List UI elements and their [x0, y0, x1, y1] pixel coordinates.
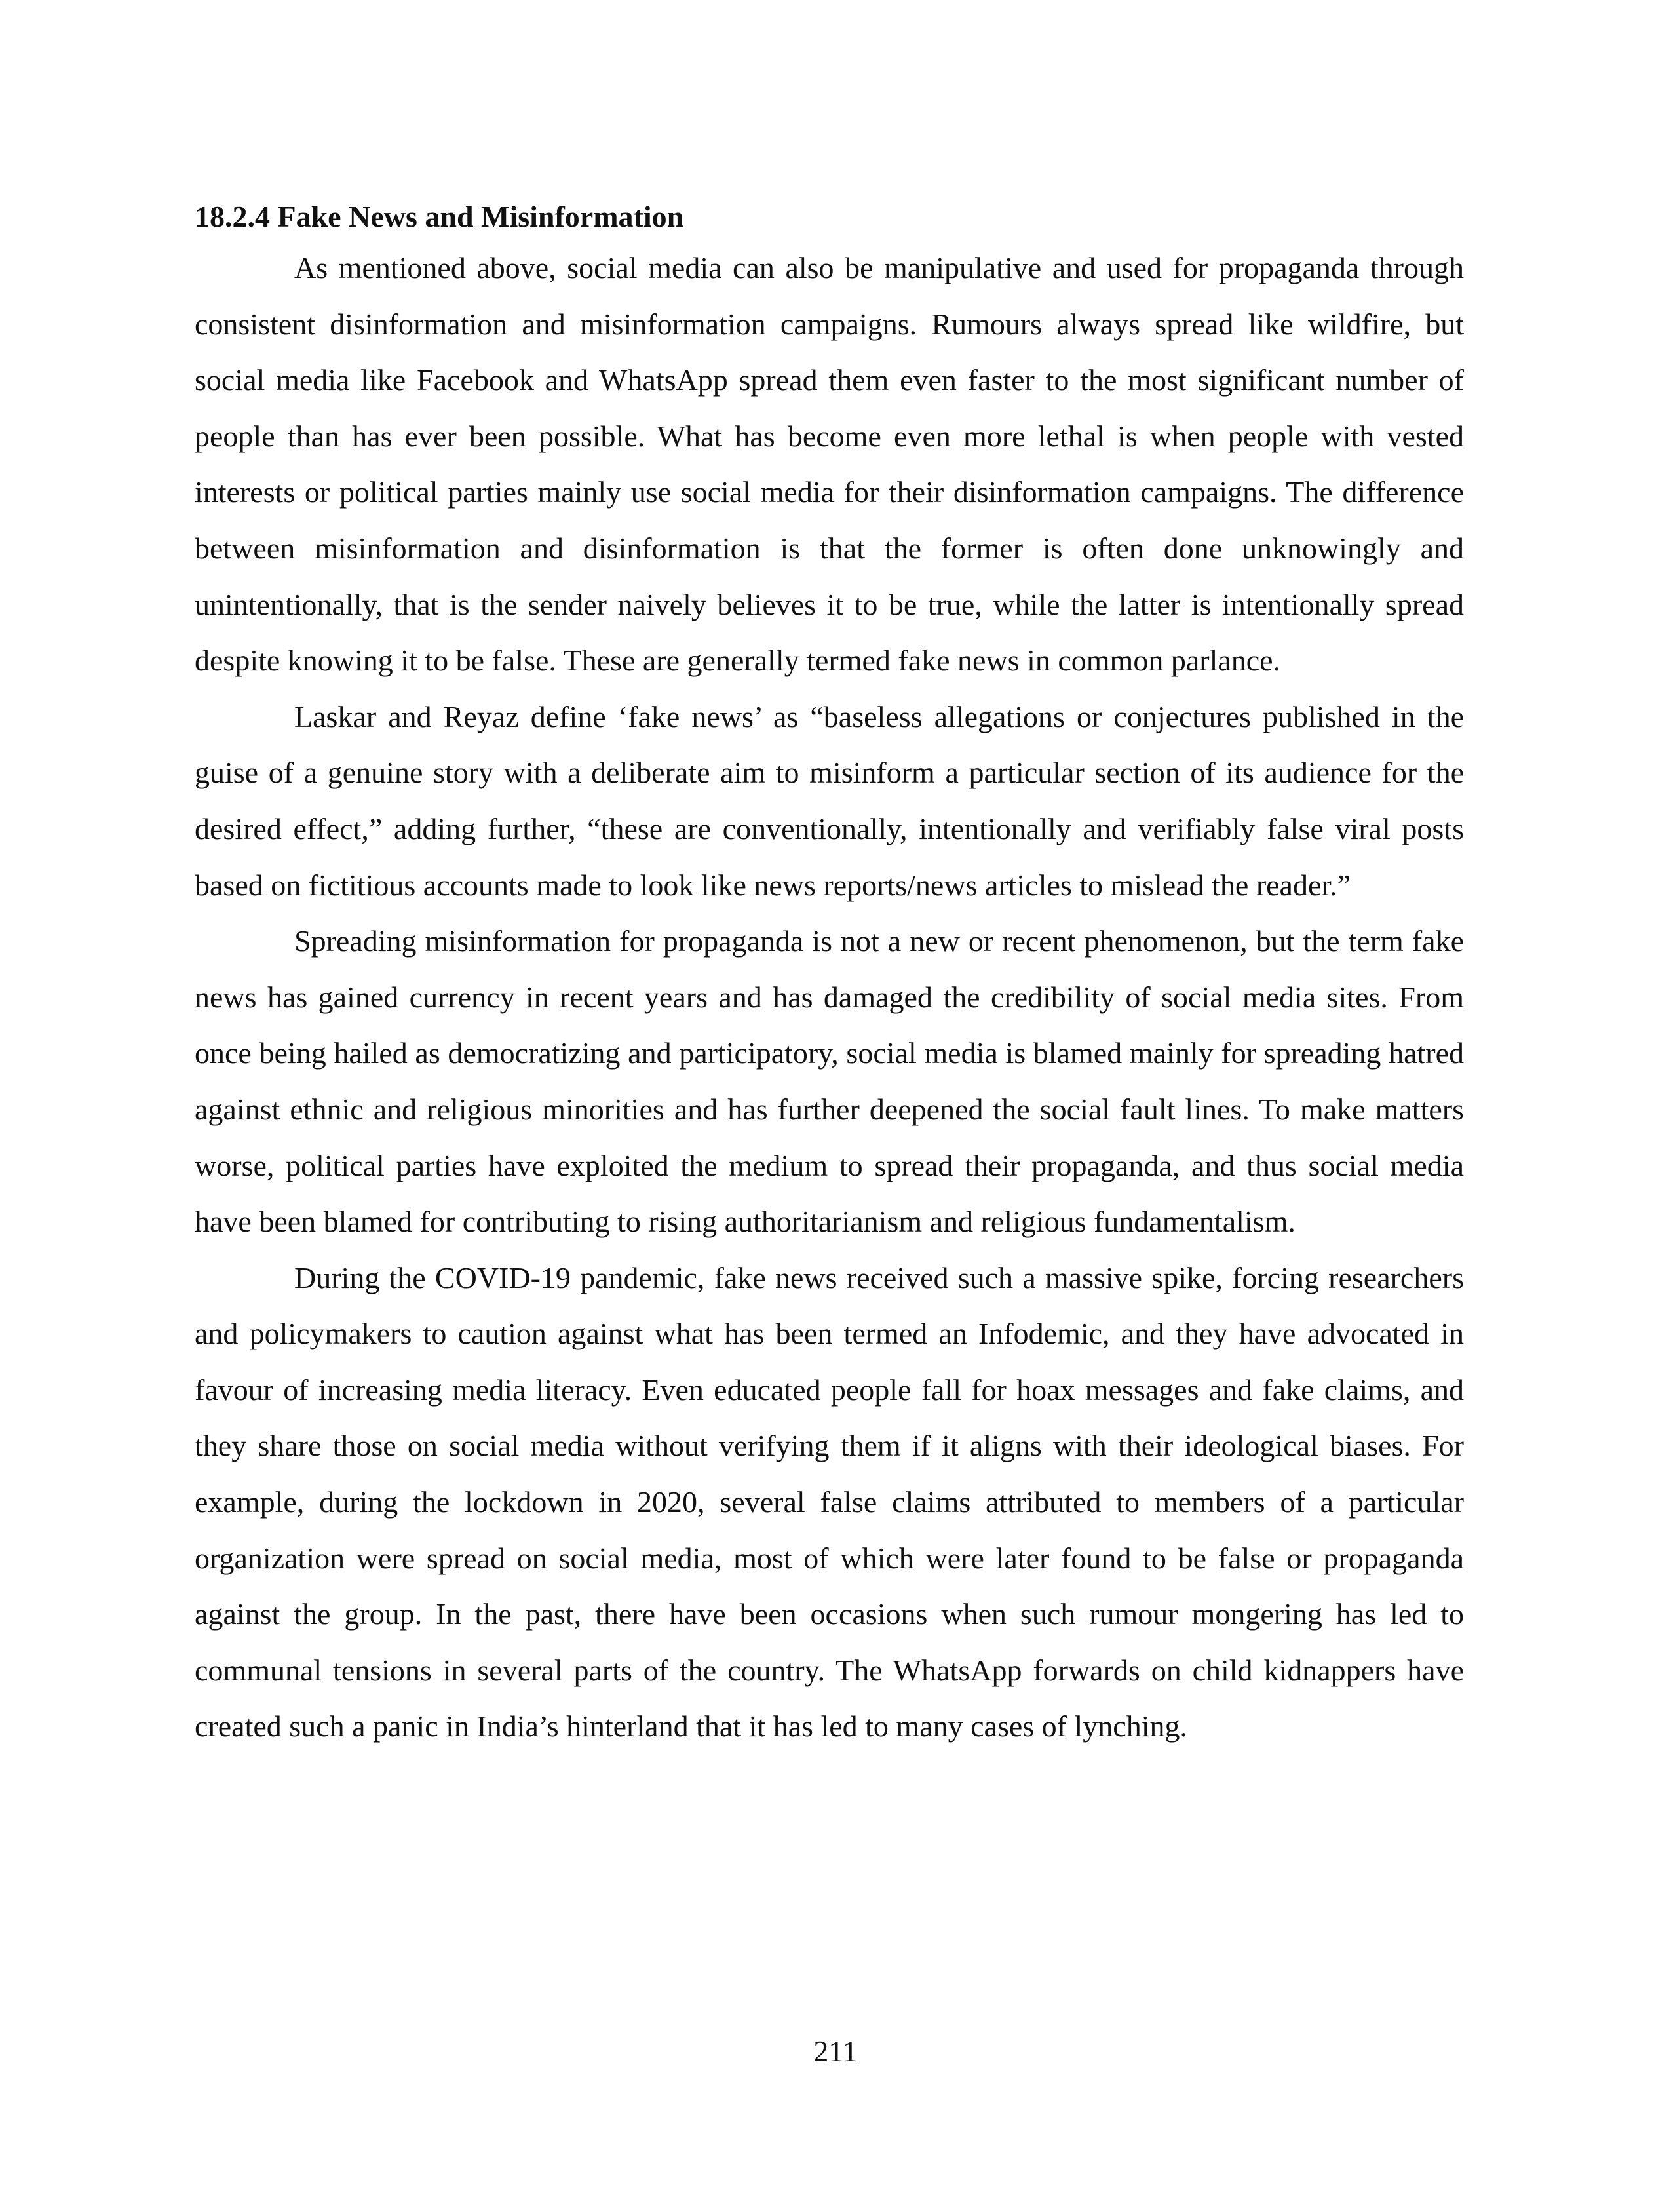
- paragraph-1: As mentioned above, social media can also be manipulative and used for propaganda through consistent disinformation and misinformation campaigns. Rumours always spread like wildfire, but social media like Facebook and WhatsApp spread them even faster to the most significant number of people than has ever been possible. What has become even more lethal is when people with vested interests or political parties mainly use social media for their disinformation campaigns. The difference between misinformation and disinformation is that the former is often done unknowingly and unintentionally, that is the sender naively believes it to be true, while the latter is intentionally spread despite knowing it to be false. These are generally termed fake news in common parlance.: [195, 251, 1464, 678]
- paragraph-3: Spreading misinformation for propaganda is not a new or recent phenomenon, but the term fake news has gained currency in recent years and has damaged the credibility of social media sites. From once being hailed as democratizing and participatory, social media is blamed mainly for spreading hatred against ethnic and religious minorities and has further deepened the social fault lines. To make matters worse, political parties have exploited the medium to spread their propaganda, and thus social media have been blamed for contributing to rising authoritarianism and religious fundamentalism.: [195, 924, 1464, 1239]
- section-heading: 18.2.4 Fake News and Misinformation: [195, 200, 684, 233]
- paragraph-4: During the COVID-19 pandemic, fake news received such a massive spike, forcing researchers and policymakers to caution against what has been termed an Infodemic, and they have advocated in favour of increasing media literacy. Even educated people fall for hoax messages and fake claims, and they share those on social media without verifying them if it aligns with their ideological biases. For example, during the lockdown in 2020, several false claims attributed to members of a particular organization were spread on social media, most of which were later found to be false or propaganda against the group. In the past, there have been occasions when such rumour mongering has led to communal tensions in several parts of the country. The WhatsApp forwards on child kidnappers have created such a panic in India’s hinterland that it has led to many cases of lynching.: [195, 1260, 1464, 1743]
- paragraph-2: Laskar and Reyaz define ‘fake news’ as “baseless allegations or conjectures published in the guise of a genuine story with a deliberate aim to misinform a particular section of its audience for the desired effect,” adding further, “these are conventionally, intentionally and verifiably false viral posts based on fictitious accounts made to look like news reports/news articles to mislead the reader.”: [195, 699, 1464, 902]
- page-number: 211: [813, 2034, 858, 2068]
- page-content: [195, 194, 1464, 1755]
